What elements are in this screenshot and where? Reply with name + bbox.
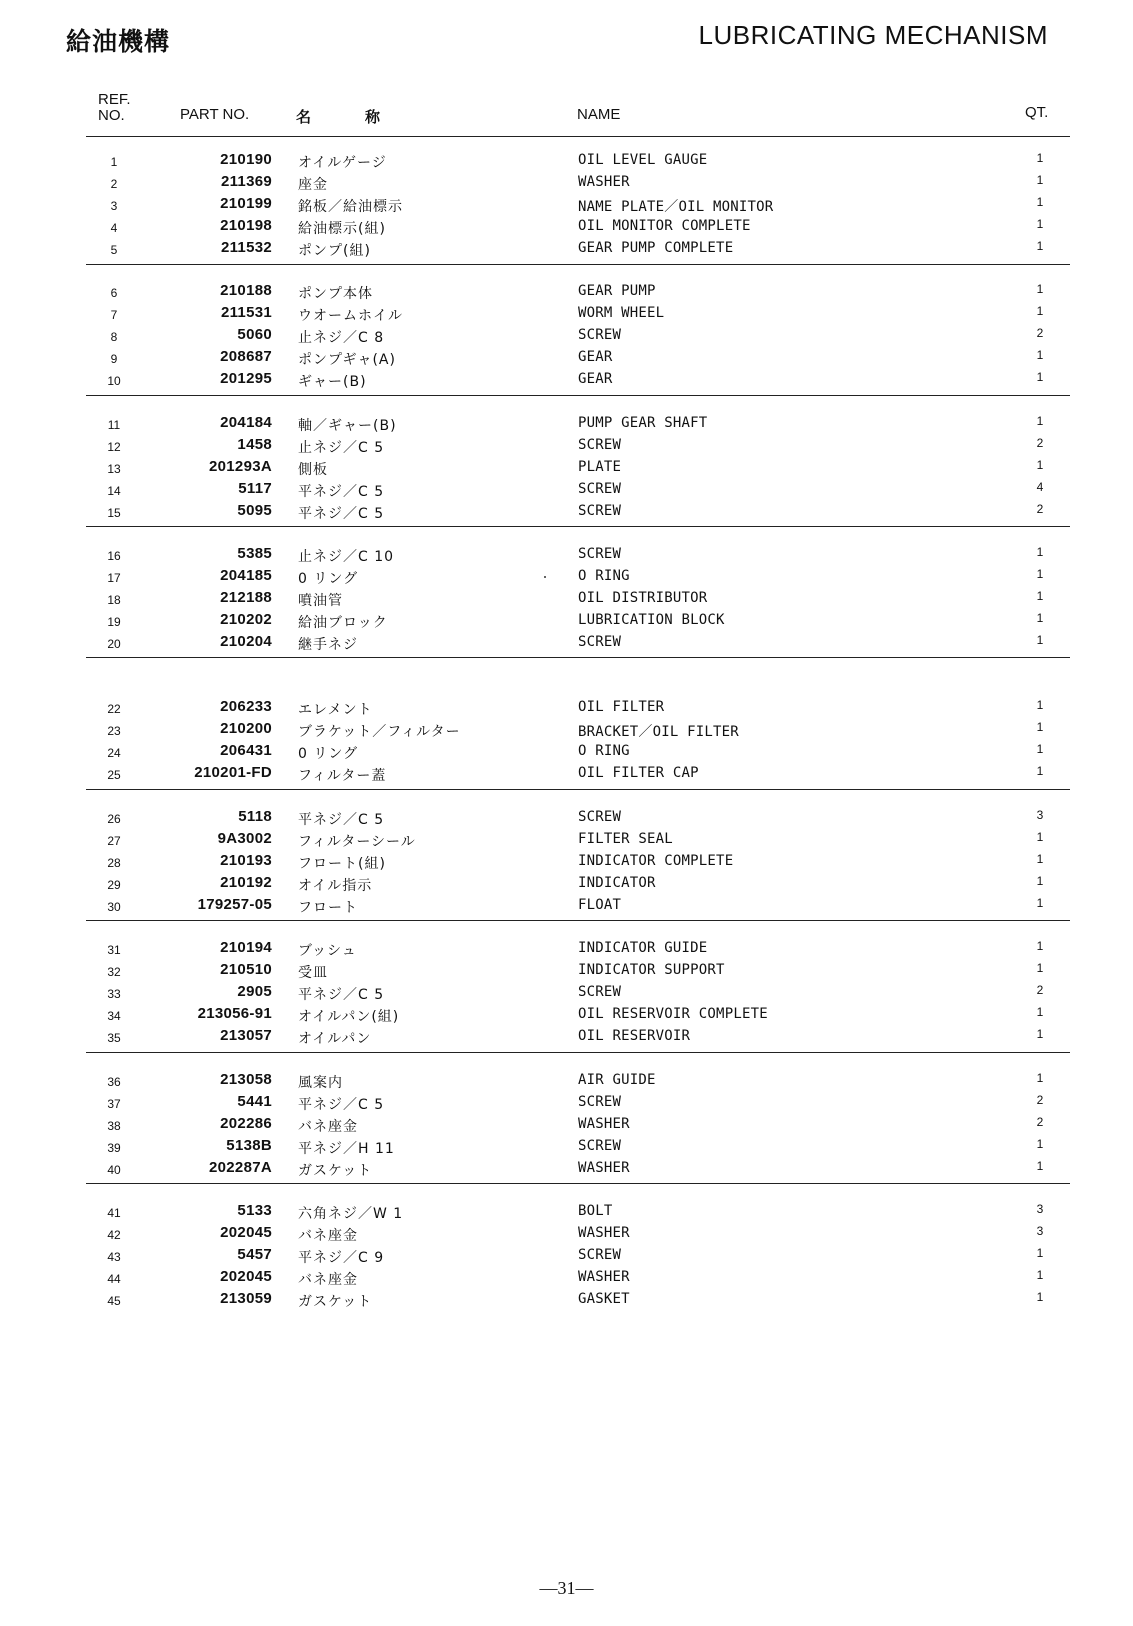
part-name: SCREW bbox=[578, 502, 622, 519]
table-row bbox=[0, 1136, 1133, 1158]
jp-name: フィルターシール bbox=[298, 833, 416, 850]
jp-name: 受皿 bbox=[298, 964, 328, 981]
table-row bbox=[0, 1004, 1133, 1026]
part-name: SCREW bbox=[578, 480, 622, 497]
part-no: 5095 bbox=[237, 501, 272, 519]
ref-no: 30 bbox=[107, 899, 121, 914]
part-no: 179257-05 bbox=[197, 895, 272, 913]
quantity: 1 bbox=[1036, 1136, 1044, 1151]
quantity: 1 bbox=[1036, 151, 1044, 165]
group-divider bbox=[86, 264, 1070, 265]
jp-name: 噴油管 bbox=[298, 592, 343, 609]
part-no: 201295 bbox=[220, 369, 272, 387]
table-row bbox=[0, 238, 1133, 260]
table-row bbox=[0, 1158, 1133, 1180]
part-no: 210188 bbox=[220, 282, 272, 299]
quantity: 1 bbox=[1036, 172, 1044, 187]
table-row bbox=[0, 873, 1133, 895]
ref-no: 36 bbox=[107, 1075, 121, 1089]
jp-name: ブラケット／フィルター bbox=[298, 723, 461, 740]
quantity: 1 bbox=[1036, 282, 1044, 296]
quantity: 1 bbox=[1036, 194, 1044, 209]
page-title-jp: 給油機構 bbox=[66, 27, 171, 56]
quantity: 1 bbox=[1036, 303, 1044, 318]
quantity: 1 bbox=[1036, 457, 1044, 472]
ref-no: 28 bbox=[107, 855, 121, 870]
group-divider bbox=[86, 395, 1070, 396]
ref-no: 45 bbox=[107, 1293, 121, 1308]
table-row bbox=[0, 1223, 1133, 1245]
part-name: INDICATOR bbox=[578, 874, 656, 891]
jp-name: オイルパン(組) bbox=[298, 1008, 400, 1025]
table-row bbox=[0, 457, 1133, 479]
part-no: 213059 bbox=[220, 1289, 272, 1307]
part-no: 5133 bbox=[237, 1202, 272, 1219]
table-row bbox=[0, 194, 1133, 216]
part-no: 210194 bbox=[220, 939, 272, 956]
jp-name: 平ネジ／C 5 bbox=[298, 986, 385, 1003]
quantity: 3 bbox=[1036, 1223, 1044, 1238]
ref-no: 31 bbox=[107, 943, 121, 957]
part-name: GEAR bbox=[578, 348, 613, 365]
ref-no: 42 bbox=[107, 1227, 121, 1242]
page-number: —31— bbox=[539, 1578, 594, 1598]
part-no: 201293A bbox=[209, 457, 272, 475]
part-no: 210199 bbox=[220, 194, 272, 212]
ref-no: 9 bbox=[110, 351, 118, 366]
jp-name: バネ座金 bbox=[298, 1118, 358, 1135]
part-no: 1458 bbox=[237, 435, 272, 453]
part-no: 213057 bbox=[220, 1026, 272, 1044]
jp-name: ポンプギャ(A) bbox=[298, 351, 396, 368]
table-row bbox=[0, 697, 1133, 719]
part-name: OIL LEVEL GAUGE bbox=[578, 152, 708, 168]
quantity: 1 bbox=[1036, 763, 1044, 778]
jp-name: 座金 bbox=[298, 176, 328, 193]
ref-no: 14 bbox=[107, 483, 121, 498]
header-qt: QT. bbox=[1025, 104, 1049, 121]
jp-name: 側板 bbox=[298, 461, 328, 478]
part-no: 208687 bbox=[220, 347, 272, 365]
table-row bbox=[0, 501, 1133, 523]
table-row bbox=[0, 741, 1133, 763]
table-row bbox=[0, 566, 1133, 588]
quantity: 1 bbox=[1036, 1267, 1044, 1282]
part-name: LUBRICATION BLOCK bbox=[578, 611, 725, 628]
ref-no: 38 bbox=[107, 1118, 121, 1133]
part-name: O RING bbox=[578, 742, 630, 759]
part-no: 211531 bbox=[220, 303, 272, 321]
part-no: 206233 bbox=[220, 698, 272, 715]
quantity: 3 bbox=[1036, 1202, 1044, 1216]
ref-no: 17 bbox=[107, 570, 121, 585]
jp-name: 止ネジ／C 8 bbox=[298, 329, 385, 346]
table-row bbox=[0, 303, 1133, 325]
part-no: 213056-91 bbox=[197, 1004, 272, 1022]
table-row bbox=[0, 1070, 1133, 1092]
header-name: NAME bbox=[577, 106, 621, 123]
ref-no: 1 bbox=[110, 155, 118, 169]
table-row bbox=[0, 851, 1133, 873]
ref-no: 25 bbox=[107, 767, 121, 782]
ref-no: 26 bbox=[107, 812, 121, 826]
part-name: OIL FILTER CAP bbox=[578, 764, 699, 781]
part-name: GEAR PUMP bbox=[578, 283, 656, 299]
part-name: PLATE bbox=[578, 458, 622, 475]
ref-no: 4 bbox=[110, 220, 118, 235]
ref-no: 5 bbox=[110, 242, 118, 257]
table-row bbox=[0, 1092, 1133, 1114]
part-name: OIL RESERVOIR bbox=[578, 1027, 691, 1044]
jp-name: 継手ネジ bbox=[298, 636, 358, 653]
quantity: 1 bbox=[1036, 1289, 1044, 1304]
table-row bbox=[0, 369, 1133, 391]
jp-name: フロート(組) bbox=[298, 855, 386, 872]
ref-no: 6 bbox=[110, 286, 118, 300]
part-no: 5385 bbox=[237, 545, 272, 562]
part-no: 202286 bbox=[220, 1114, 272, 1132]
part-no: 210193 bbox=[220, 851, 272, 869]
ref-no: 12 bbox=[107, 439, 121, 454]
part-no: 202045 bbox=[220, 1223, 272, 1241]
ref-no: 41 bbox=[107, 1206, 121, 1220]
quantity: 2 bbox=[1036, 1114, 1044, 1129]
part-name: OIL FILTER bbox=[578, 699, 665, 715]
group-divider bbox=[86, 920, 1070, 921]
jp-name: ガスケット bbox=[298, 1162, 373, 1179]
jp-name: 平ネジ／C 5 bbox=[298, 505, 385, 522]
quantity: 1 bbox=[1036, 545, 1044, 559]
quantity: 1 bbox=[1036, 939, 1044, 953]
quantity: 1 bbox=[1036, 588, 1044, 603]
quantity: 2 bbox=[1036, 325, 1044, 340]
table-row bbox=[0, 1201, 1133, 1223]
ref-no: 20 bbox=[107, 636, 121, 651]
quantity: 1 bbox=[1036, 414, 1044, 428]
part-name: SCREW bbox=[578, 633, 622, 650]
page-title-en: LUBRICATING MECHANISM bbox=[698, 20, 1048, 50]
part-no: 202287A bbox=[209, 1158, 272, 1176]
part-name: SCREW bbox=[578, 546, 622, 562]
ref-no: 18 bbox=[107, 592, 121, 607]
part-no: 210200 bbox=[220, 719, 272, 737]
quantity: 2 bbox=[1036, 1092, 1044, 1107]
quantity: 1 bbox=[1036, 741, 1044, 756]
table-row bbox=[0, 544, 1133, 566]
quantity: 1 bbox=[1036, 1004, 1044, 1019]
table-row bbox=[0, 1026, 1133, 1048]
ref-no: 23 bbox=[107, 723, 121, 738]
jp-name: 平ネジ／H 11 bbox=[298, 1140, 395, 1157]
table-row bbox=[0, 216, 1133, 238]
part-name: WASHER bbox=[578, 1268, 630, 1285]
part-no: 5117 bbox=[238, 479, 272, 497]
jp-name: ポンプ本体 bbox=[298, 286, 373, 302]
part-name: OIL DISTRIBUTOR bbox=[578, 589, 708, 606]
part-no: 210204 bbox=[220, 632, 272, 650]
part-no: 202045 bbox=[220, 1267, 272, 1285]
table-row bbox=[0, 347, 1133, 369]
ref-no: 33 bbox=[107, 986, 121, 1001]
part-no: 210192 bbox=[220, 873, 272, 891]
quantity: 1 bbox=[1036, 1026, 1044, 1041]
group-divider bbox=[86, 789, 1070, 790]
table-row bbox=[0, 829, 1133, 851]
part-no: 211532 bbox=[220, 238, 272, 256]
table-row bbox=[0, 960, 1133, 982]
part-no: 5138B bbox=[226, 1136, 272, 1154]
jp-name: 止ネジ／C 10 bbox=[298, 549, 395, 565]
table-row bbox=[0, 719, 1133, 741]
quantity: 1 bbox=[1036, 1071, 1044, 1085]
ref-no: 34 bbox=[107, 1008, 121, 1023]
table-row bbox=[0, 1245, 1133, 1267]
table-row bbox=[0, 1289, 1133, 1311]
part-name: FILTER SEAL bbox=[578, 830, 673, 847]
jp-name: 0 リング bbox=[298, 745, 359, 762]
jp-name: ブッシュ bbox=[298, 943, 357, 959]
jp-name: バネ座金 bbox=[298, 1227, 358, 1244]
part-name: SCREW bbox=[578, 1093, 622, 1110]
group-divider bbox=[86, 1052, 1070, 1053]
table-row bbox=[0, 479, 1133, 501]
group-divider bbox=[86, 657, 1070, 658]
table-row bbox=[0, 632, 1133, 654]
part-no: 9A3002 bbox=[217, 829, 272, 847]
quantity: 1 bbox=[1036, 347, 1044, 362]
jp-name: 止ネジ／C 5 bbox=[298, 439, 385, 456]
jp-name: 平ネジ／C 9 bbox=[298, 1249, 385, 1266]
quantity: 1 bbox=[1036, 216, 1044, 231]
part-no: 206431 bbox=[220, 741, 272, 759]
part-name: GEAR PUMP COMPLETE bbox=[578, 239, 734, 256]
header-rule bbox=[86, 136, 1070, 137]
jp-name: 平ネジ／C 5 bbox=[298, 483, 385, 500]
part-no: 210190 bbox=[220, 151, 272, 168]
quantity: 1 bbox=[1036, 698, 1044, 712]
ref-no: 19 bbox=[107, 614, 121, 629]
part-name: GEAR bbox=[578, 370, 613, 387]
part-no: 210198 bbox=[220, 216, 272, 234]
table-row bbox=[0, 1267, 1133, 1289]
jp-name: 平ネジ／C 5 bbox=[298, 1096, 385, 1113]
ref-no: 7 bbox=[110, 307, 118, 322]
part-no: 5441 bbox=[237, 1092, 272, 1110]
ref-no: 29 bbox=[107, 877, 121, 892]
table-row bbox=[0, 435, 1133, 457]
quantity: 1 bbox=[1036, 369, 1044, 384]
quantity: 1 bbox=[1036, 960, 1044, 975]
table-row bbox=[0, 281, 1133, 303]
part-no: 5060 bbox=[237, 325, 272, 343]
quantity: 3 bbox=[1036, 808, 1044, 822]
ref-no: 44 bbox=[107, 1271, 121, 1286]
quantity: 1 bbox=[1036, 632, 1044, 647]
part-no: 211369 bbox=[220, 172, 272, 190]
header-ref: REF. bbox=[98, 91, 131, 108]
header-jp-name-1: 名 bbox=[296, 109, 312, 126]
part-name: OIL MONITOR COMPLETE bbox=[578, 217, 751, 234]
ref-no: 40 bbox=[107, 1162, 121, 1177]
quantity: 1 bbox=[1036, 829, 1044, 844]
part-name: SCREW bbox=[578, 983, 622, 1000]
quantity: 4 bbox=[1036, 479, 1044, 494]
part-name: WORM WHEEL bbox=[578, 304, 665, 321]
jp-name: 0 リング bbox=[298, 570, 359, 587]
jp-name: エレメント bbox=[298, 702, 373, 718]
table-row bbox=[0, 588, 1133, 610]
jp-name: 風案内 bbox=[298, 1075, 343, 1091]
ref-no: 39 bbox=[107, 1140, 121, 1155]
part-name: WASHER bbox=[578, 173, 630, 190]
jp-name: 給油ブロック bbox=[298, 614, 388, 631]
ref-no: 35 bbox=[107, 1030, 121, 1045]
jp-name: オイル指示 bbox=[298, 877, 373, 894]
stray-dot bbox=[544, 576, 546, 578]
ref-no: 2 bbox=[110, 176, 118, 191]
ref-no: 15 bbox=[107, 505, 121, 520]
ref-no: 10 bbox=[107, 373, 121, 388]
part-name: WASHER bbox=[578, 1115, 630, 1132]
part-name: GASKET bbox=[578, 1290, 630, 1307]
group-divider bbox=[86, 526, 1070, 527]
part-name: NAME PLATE／OIL MONITOR bbox=[578, 198, 774, 215]
jp-name: 給油標示(組) bbox=[298, 220, 386, 237]
ref-no: 11 bbox=[107, 418, 121, 432]
part-no: 210201-FD bbox=[194, 763, 272, 781]
part-name: SCREW bbox=[578, 809, 622, 825]
part-name: SCREW bbox=[578, 436, 622, 453]
table-row bbox=[0, 938, 1133, 960]
part-name: BOLT bbox=[578, 1203, 613, 1219]
part-no: 213058 bbox=[220, 1071, 272, 1088]
quantity: 1 bbox=[1036, 610, 1044, 625]
part-name: OIL RESERVOIR COMPLETE bbox=[578, 1005, 768, 1022]
jp-name: バネ座金 bbox=[298, 1271, 358, 1288]
header-part-no: PART NO. bbox=[180, 106, 250, 123]
jp-name: 六角ネジ／W 1 bbox=[298, 1206, 404, 1222]
jp-name: ポンプ(組) bbox=[298, 242, 371, 259]
ref-no: 32 bbox=[107, 964, 121, 979]
quantity: 2 bbox=[1036, 982, 1044, 997]
part-no: 204184 bbox=[220, 414, 272, 431]
ref-no: 24 bbox=[107, 745, 121, 760]
table-row bbox=[0, 150, 1133, 172]
ref-no: 43 bbox=[107, 1249, 121, 1264]
header-ref-no bbox=[98, 92, 131, 124]
table-row bbox=[0, 610, 1133, 632]
jp-name: 平ネジ／C 5 bbox=[298, 812, 385, 828]
header-jp-name-2: 称 bbox=[365, 109, 381, 126]
part-name: WASHER bbox=[578, 1224, 630, 1241]
quantity: 1 bbox=[1036, 719, 1044, 734]
part-name: SCREW bbox=[578, 1246, 622, 1263]
table-row bbox=[0, 982, 1133, 1004]
part-name: O RING bbox=[578, 567, 630, 584]
ref-no: 13 bbox=[107, 461, 121, 476]
quantity: 2 bbox=[1036, 435, 1044, 450]
ref-no: 37 bbox=[107, 1096, 121, 1111]
part-name: FLOAT bbox=[578, 896, 622, 913]
jp-name: ウオームホイル bbox=[298, 307, 403, 324]
ref-no: 8 bbox=[110, 329, 118, 344]
quantity: 1 bbox=[1036, 1245, 1044, 1260]
part-no: 204185 bbox=[220, 566, 272, 584]
part-name: INDICATOR COMPLETE bbox=[578, 852, 734, 869]
part-name: AIR GUIDE bbox=[578, 1072, 656, 1088]
jp-name: 銘板／給油標示 bbox=[298, 198, 403, 215]
quantity: 1 bbox=[1036, 895, 1044, 910]
ref-no: 27 bbox=[107, 833, 121, 848]
jp-name: ガスケット bbox=[298, 1293, 373, 1310]
part-name: BRACKET／OIL FILTER bbox=[578, 723, 739, 740]
jp-name: フロート bbox=[298, 899, 358, 916]
part-name: INDICATOR SUPPORT bbox=[578, 961, 725, 978]
jp-name: オイルゲージ bbox=[298, 155, 387, 171]
ref-no: 16 bbox=[107, 549, 121, 563]
table-row bbox=[0, 172, 1133, 194]
jp-name: 軸／ギャー(B) bbox=[298, 418, 397, 434]
part-name: WASHER bbox=[578, 1159, 630, 1176]
table-row bbox=[0, 807, 1133, 829]
part-no: 210202 bbox=[220, 610, 272, 628]
part-no: 2905 bbox=[237, 982, 272, 1000]
table-row bbox=[0, 895, 1133, 917]
part-name: SCREW bbox=[578, 326, 622, 343]
table-row bbox=[0, 413, 1133, 435]
part-no: 5118 bbox=[238, 808, 272, 825]
quantity: 1 bbox=[1036, 851, 1044, 866]
group-divider bbox=[86, 1183, 1070, 1184]
part-no: 210510 bbox=[220, 960, 272, 978]
jp-name: ギャー(B) bbox=[298, 373, 367, 390]
quantity: 2 bbox=[1036, 501, 1044, 516]
quantity: 1 bbox=[1036, 566, 1044, 581]
header-no: NO. bbox=[98, 107, 125, 124]
table-row bbox=[0, 763, 1133, 785]
part-no: 212188 bbox=[220, 588, 272, 606]
table-row bbox=[0, 1114, 1133, 1136]
quantity: 1 bbox=[1036, 873, 1044, 888]
quantity: 1 bbox=[1036, 238, 1044, 253]
part-name: PUMP GEAR SHAFT bbox=[578, 415, 708, 431]
ref-no: 3 bbox=[110, 198, 118, 213]
part-no: 5457 bbox=[237, 1245, 272, 1263]
quantity: 1 bbox=[1036, 1158, 1044, 1173]
part-name: INDICATOR GUIDE bbox=[578, 940, 708, 956]
ref-no: 22 bbox=[107, 702, 121, 716]
table-row bbox=[0, 325, 1133, 347]
part-name: SCREW bbox=[578, 1137, 622, 1154]
jp-name: オイルパン bbox=[298, 1030, 372, 1047]
jp-name: フィルター蓋 bbox=[298, 767, 387, 784]
